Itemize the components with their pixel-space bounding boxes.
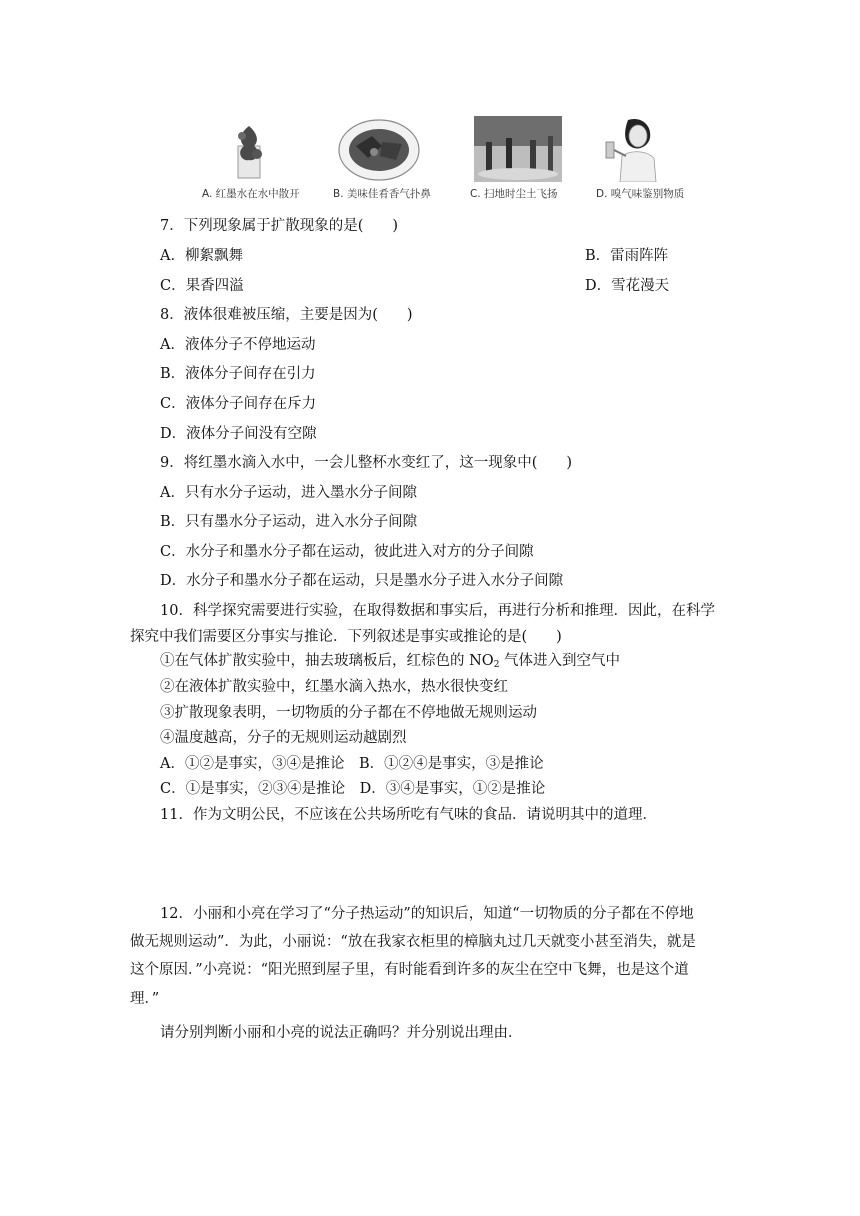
q8-option-a: A．液体分子不停地运动 — [160, 337, 316, 353]
q8-stem: 8．液体很难被压缩，主要是因为( ) — [160, 307, 413, 323]
q10-statement-1-text: ①在气体扩散实验中，抽去玻璃板后，红棕色的 NO — [160, 653, 494, 669]
no2-subscript: 2 — [493, 660, 500, 670]
q7-option-a: A．柳絮飘舞 — [160, 248, 243, 264]
q9-option-b: B．只有墨水分子运动，进入水分子间隙 — [160, 514, 418, 530]
ink-in-water-photo — [226, 116, 272, 182]
figure-caption-a: A. 红墨水在水中散开 — [202, 188, 300, 200]
q7-option-d: D．雪花漫天 — [585, 278, 670, 294]
q9-stem: 9．将红墨水滴入水中，一会儿整杯水变红了，这一现象中( ) — [160, 455, 573, 471]
q8-option-c: C．液体分子间存在斥力 — [160, 396, 317, 412]
q7-option-c: C．果香四溢 — [160, 278, 244, 294]
q11-stem: 11．作为文明公民，不应该在公共场所吃有气味的食品．请说明其中的道理． — [160, 807, 657, 823]
figure-caption-c: C. 扫地时尘土飞扬 — [470, 188, 558, 200]
q7-stem: 7．下列现象属于扩散现象的是( ) — [160, 218, 399, 234]
q12-line3: 这个原因．”小亮说：“阳光照到屋子里，有时能看到许多的灰尘在空中飞舞，也是这个道 — [130, 962, 689, 978]
q10-statement-1 — [160, 651, 620, 675]
sweeping-dust-photo — [474, 116, 562, 182]
q12-line2: 做无规则运动”．为此，小丽说：“放在我家衣柜里的樟脑丸过几天就变小甚至消失，就是 — [130, 934, 696, 950]
q9-option-a: A．只有水分子运动，进入墨水分子间隙 — [160, 485, 417, 501]
food-plate-photo — [338, 116, 420, 182]
q12-line4: 理．” — [130, 991, 160, 1007]
q12-line1: 12．小丽和小亮在学习了“分子热运动”的知识后，知道“一切物质的分子都在不停地 — [160, 906, 694, 922]
q10-options-ab: A．①②是事实，③④是推论 B．①②④是事实，③是推论 — [160, 756, 544, 772]
q10-statement-2: ②在液体扩散实验中，红墨水滴入热水，热水很快变红 — [160, 679, 508, 695]
q10-options-cd: C．①是事实，②③④是推论 D．③④是事实，①②是推论 — [160, 781, 546, 797]
q8-option-b: B．液体分子间存在引力 — [160, 366, 316, 382]
q12-line5: 请分别判断小丽和小亮的说法正确吗？并分别说出理由． — [160, 1025, 523, 1041]
q10-stem-line1: 10．科学探究需要进行实验，在取得数据和事实后，再进行分析和推理．因此，在科学 — [160, 603, 715, 619]
q9-option-c: C．水分子和墨水分子都在运动，彼此进入对方的分子间隙 — [160, 544, 534, 560]
figure-caption-d: D. 嗅气味鉴别物质 — [596, 188, 685, 200]
figure-caption-b: B. 美味佳肴香气扑鼻 — [333, 188, 431, 200]
q10-statement-1-tail: 气体进入到空气中 — [499, 653, 621, 669]
q7-option-b: B．雷雨阵阵 — [585, 248, 669, 264]
q9-option-d: D．水分子和墨水分子都在运动，只是墨水分子进入水分子间隙 — [160, 573, 564, 589]
smelling-substance-photo — [600, 116, 670, 182]
q10-statement-4: ④温度越高，分子的无规则运动越剧烈 — [160, 730, 407, 746]
q10-stem-line2: 探究中我们需要区分事实与推论．下列叙述是事实或推论的是( ) — [130, 629, 562, 645]
q10-statement-3: ③扩散现象表明，一切物质的分子都在不停地做无规则运动 — [160, 705, 537, 721]
q8-option-d: D．液体分子间没有空隙 — [160, 426, 317, 442]
